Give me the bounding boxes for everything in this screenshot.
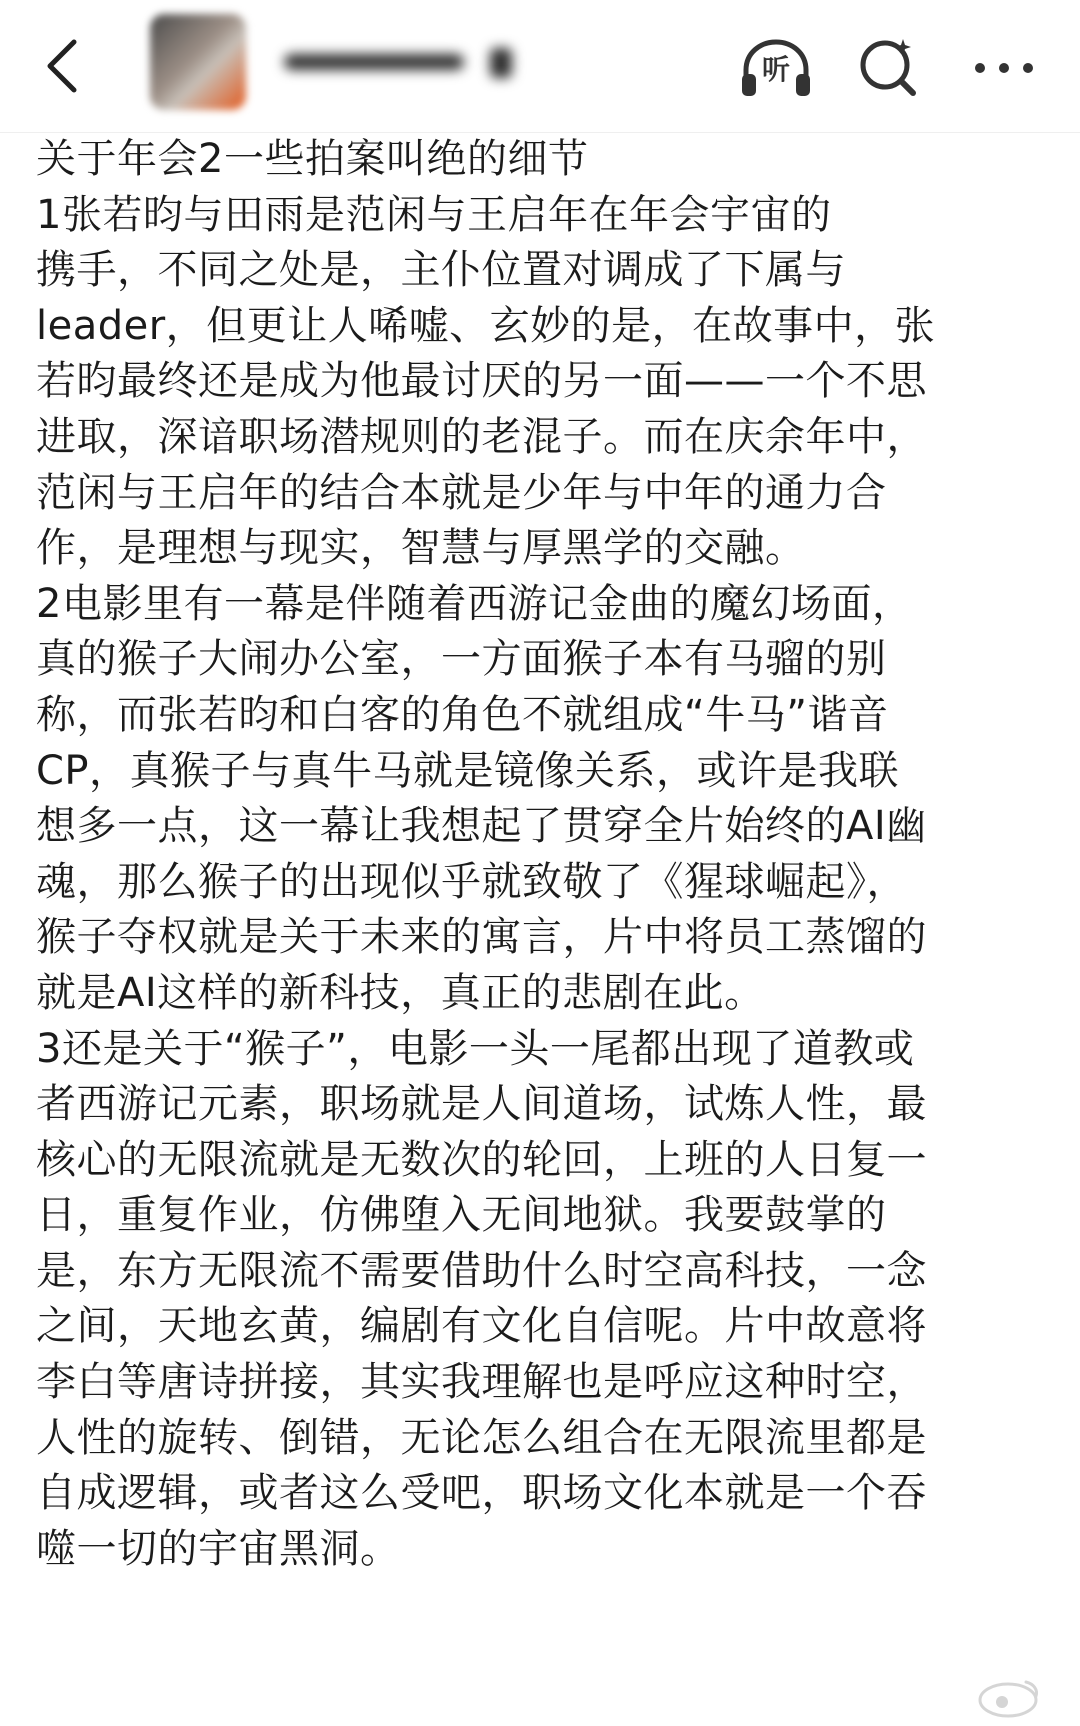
post-line: 3还是关于“猴子”，电影一头一尾都出现了道教或	[36, 1025, 915, 1072]
post-line: 者西游记元素，职场就是人间道场，试炼人性，最	[36, 1081, 927, 1128]
post-line: 就是AI这样的新科技，真正的悲剧在此。	[36, 969, 765, 1016]
post-line: 携手，不同之处是，主仆位置对调成了下属与	[36, 247, 846, 294]
post-line: 真的猴子大闹办公室，一方面猴子本有马骝的别	[36, 636, 887, 683]
post-line: 关于年会2一些拍案叫绝的细节	[36, 136, 589, 182]
listen-button[interactable]	[736, 36, 816, 100]
post-line: 自成逻辑，或者这么受吧，职场文化本就是一个吞	[36, 1470, 927, 1517]
search-icon	[855, 33, 925, 103]
author-name-blurred[interactable]	[284, 48, 524, 82]
post-line: 进取，深谙职场潜规则的老混子。而在庆余年中，	[36, 413, 927, 460]
chevron-left-icon	[42, 36, 82, 96]
header-actions	[736, 36, 1044, 100]
post-line: leader，但更让人唏嘘、玄妙的是，在故事中，张	[36, 302, 936, 349]
post-line: 2电影里有一幕是伴随着西游记金曲的魔幻场面，	[36, 580, 913, 627]
post-line: 范闲与王启年的结合本就是少年与中年的通力合	[36, 469, 887, 516]
watermark-logo	[968, 1672, 1058, 1720]
post-content	[36, 132, 1026, 1577]
post-line: 称，而张若昀和白客的角色不就组成“牛马”谐音	[36, 691, 889, 738]
post-line: 李白等唐诗拼接，其实我理解也是呼应这种时空，	[36, 1359, 927, 1406]
post-line: 若昀最终还是成为他最讨厌的另一面——一个不思	[36, 358, 927, 405]
post-line: 是，东方无限流不需要借助什么时空高科技，一念	[36, 1247, 927, 1294]
post-line: 作，是理想与现实，智慧与厚黑学的交融。	[36, 525, 806, 572]
more-dots-icon	[972, 58, 1036, 78]
post-line: 猴子夺权就是关于未来的寓言，片中将员工蒸馏的	[36, 914, 927, 961]
listen-label: 听	[761, 53, 790, 86]
post-line: 人性的旋转、倒错，无论怎么组合在无限流里都是	[36, 1414, 927, 1461]
search-button[interactable]	[850, 36, 930, 100]
post-line: 之间，天地玄黄，编剧有文化自信呢。片中故意将	[36, 1303, 927, 1350]
post-line: 日，重复作业，仿佛堕入无间地狱。我要鼓掌的	[36, 1192, 887, 1239]
more-button[interactable]	[964, 36, 1044, 100]
post-line: 想多一点，这一幕让我想起了贯穿全片始终的AI幽	[36, 803, 927, 850]
post-line: 噬一切的宇宙黑洞。	[36, 1525, 401, 1572]
post-line: 核心的无限流就是无数次的轮回，上班的人日复一	[36, 1136, 927, 1183]
top-nav-bar	[0, 0, 1080, 133]
post-line: 魂，那么猴子的出现似乎就致敬了《猩球崛起》，	[36, 858, 907, 905]
back-button[interactable]	[30, 26, 94, 106]
post-line: CP，真猴子与真牛马就是镜像关系，或许是我联	[36, 747, 900, 794]
post-line: 1张若昀与田雨是范闲与王启年在年会宇宙的	[36, 191, 832, 238]
author-avatar[interactable]	[150, 14, 246, 110]
